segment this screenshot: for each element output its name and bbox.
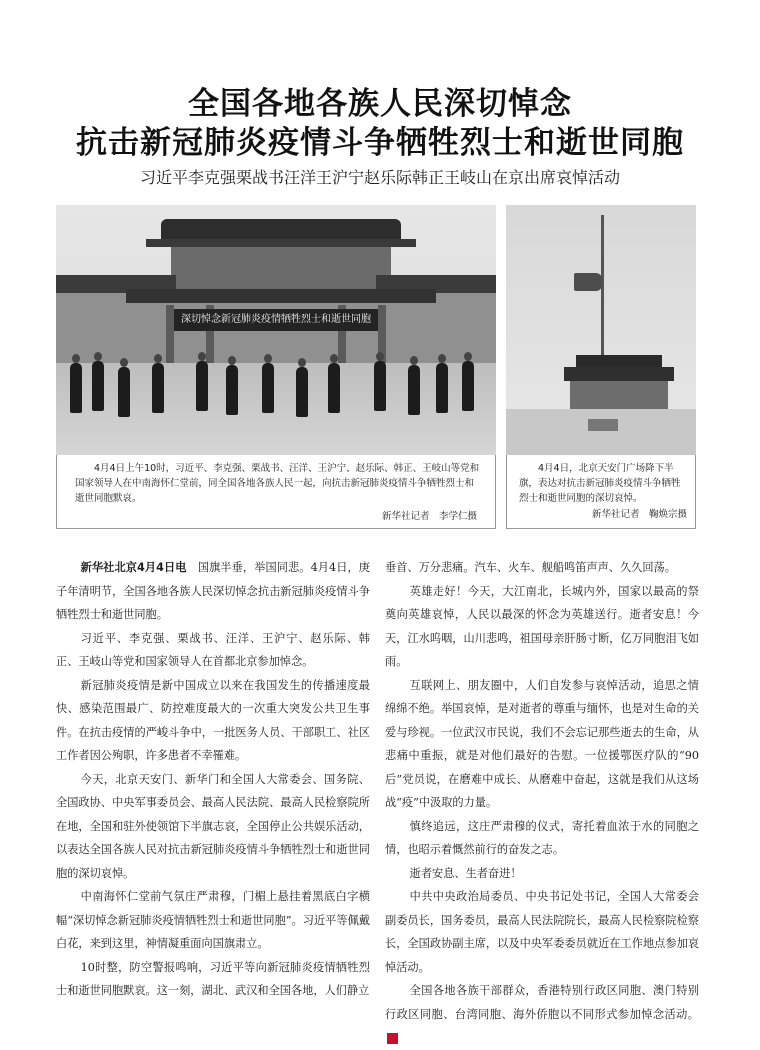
photo1-caption: 4月4日上午10时，习近平、李克强、栗战书、汪洋、王沪宁、赵乐际、韩正、王岐山等党和国家领导人在中南海怀仁堂前，同全国各地各族人民一起，向抗击新冠肺炎疫情斗争牺牲烈士和逝世同胞默哀。 bbox=[75, 463, 480, 504]
dateline: 新华社北京4月4日电 bbox=[80, 561, 187, 574]
end-mark-icon: G bbox=[387, 1033, 398, 1044]
article-paragraph: 10时整，防空警报鸣响，习近平等向新冠肺炎疫情牺牲烈士和逝世同胞默哀。这一刻，湖北、武汉和全国各地，人们静立 bbox=[56, 960, 370, 997]
headline-line-2: 抗击新冠肺炎疫情斗争牺牲烈士和逝世同胞 bbox=[76, 125, 684, 161]
article-column-left bbox=[56, 556, 370, 1003]
photo1-credit: 新华社记者 李学仁摄 bbox=[381, 511, 477, 522]
article-paragraph: 英雄走好！今天，大江南北，长城内外，国家以最高的祭奠向英雄哀悼，人民以最深的怀念为英雄送行。逝者安息！今天，江水呜咽，山川悲鸣，祖国母亲肝肠寸断，亿万同胞泪飞如雨。 bbox=[385, 584, 699, 668]
article-paragraph: 今天，北京天安门、新华门和全国人大常委会、国务院、全国政协、中央军事委员会、最高人民法院、最高人民检察院所在地，全国和驻外使领馆下半旗志哀，全国停止公共娱乐活动，以表达全国各族人民对抗击新冠肺炎疫情斗争牺牲烈士和逝世同胞的深切哀悼。 bbox=[56, 772, 370, 880]
photo-zhongnanhai-ceremony bbox=[56, 205, 496, 455]
photo1-caption-box bbox=[56, 455, 496, 529]
article-column-right bbox=[385, 556, 699, 1050]
subheadline: 习近平李克强栗战书汪洋王沪宁赵乐际韩正王岐山在京出席哀悼活动 bbox=[139, 168, 620, 187]
article-paragraph: 互联网上、朋友圈中，人们自发参与哀悼活动，追思之情绵绵不绝。举国哀悼，是对逝者的尊重与缅怀，也是对生命的关爱与珍视。一位武汉市民说，我们不会忘记那些逝去的生命，从悲痛中重振，就是对他们最好的告慰。一位援鄂医疗队的“90后”党员说，在磨难中成长、从磨难中奋起，这就是我们从这场战“疫”中汲取的力量。 bbox=[385, 678, 699, 809]
article-paragraph: 中共中央政治局委员、中央书记处书记，全国人大常委会副委员长，国务委员，最高人民法院院长，最高人民检察院检察长，全国政协副主席，以及中央军委委员就近在工作地点参加哀悼活动。 bbox=[385, 890, 699, 974]
flag-icon bbox=[574, 273, 602, 291]
photo-tiananmen-half-mast bbox=[506, 205, 696, 455]
article-paragraph: 全国各地各族干部群众，香港特别行政区同胞、澳门特别行政区同胞、台湾同胞、海外侨胞以不同形式参加悼念活动。G bbox=[385, 984, 699, 1043]
article-paragraph: 逝者安息、生者奋进！ bbox=[409, 866, 522, 880]
article-paragraph: 新冠肺炎疫情是新中国成立以来在我国发生的传播速度最快、感染范围最广、防控难度最大的一次重大突发公共卫生事件。在抗击疫情的严峻斗争中，一批医务人员、干部职工、社区工作者因公殉职，许多患者不幸罹难。 bbox=[56, 678, 370, 762]
article-paragraph: 慎终追远，这庄严肃穆的仪式，寄托着血浓于水的同胞之情，也昭示着慨然前行的奋发之志。 bbox=[385, 819, 699, 856]
memorial-banner: 深切悼念新冠肺炎疫情牺牲烈士和逝世同胞 bbox=[174, 309, 378, 331]
article-paragraph: 中南海怀仁堂前气氛庄严肃穆，门楣上悬挂着黑底白字横幅“深切悼念新冠肺炎疫情牺牲烈士和逝世同胞”。习近平等佩戴白花，来到这里，神情凝重面向国旗肃立。 bbox=[56, 890, 370, 950]
photo2-caption: 4月4日，北京天安门广场降下半旗，表达对抗击新冠肺炎疫情斗争牺牲烈士和逝世同胞的深切哀悼。 bbox=[519, 463, 681, 504]
headline-line-1: 全国各地各族人民深切悼念 bbox=[188, 86, 572, 122]
article-paragraph: 习近平、李克强、栗战书、汪洋、王沪宁、赵乐际、韩正、王岐山等党和国家领导人在首都北京参加悼念。 bbox=[56, 631, 370, 668]
photo2-caption-box bbox=[506, 455, 696, 529]
article-paragraph: 垂首、万分悲痛。汽车、火车、舰船鸣笛声声、久久回荡。 bbox=[385, 561, 676, 574]
article-paragraph: 新华社北京4月4日电 国旗半垂，举国同悲。4月4日，庚子年清明节，全国各地各族人民深切悼念抗击新冠肺炎疫情斗争牺牲烈士和逝世同胞。 bbox=[56, 561, 370, 621]
photo2-credit: 新华社记者 鞠焕宗摄 bbox=[591, 509, 687, 520]
